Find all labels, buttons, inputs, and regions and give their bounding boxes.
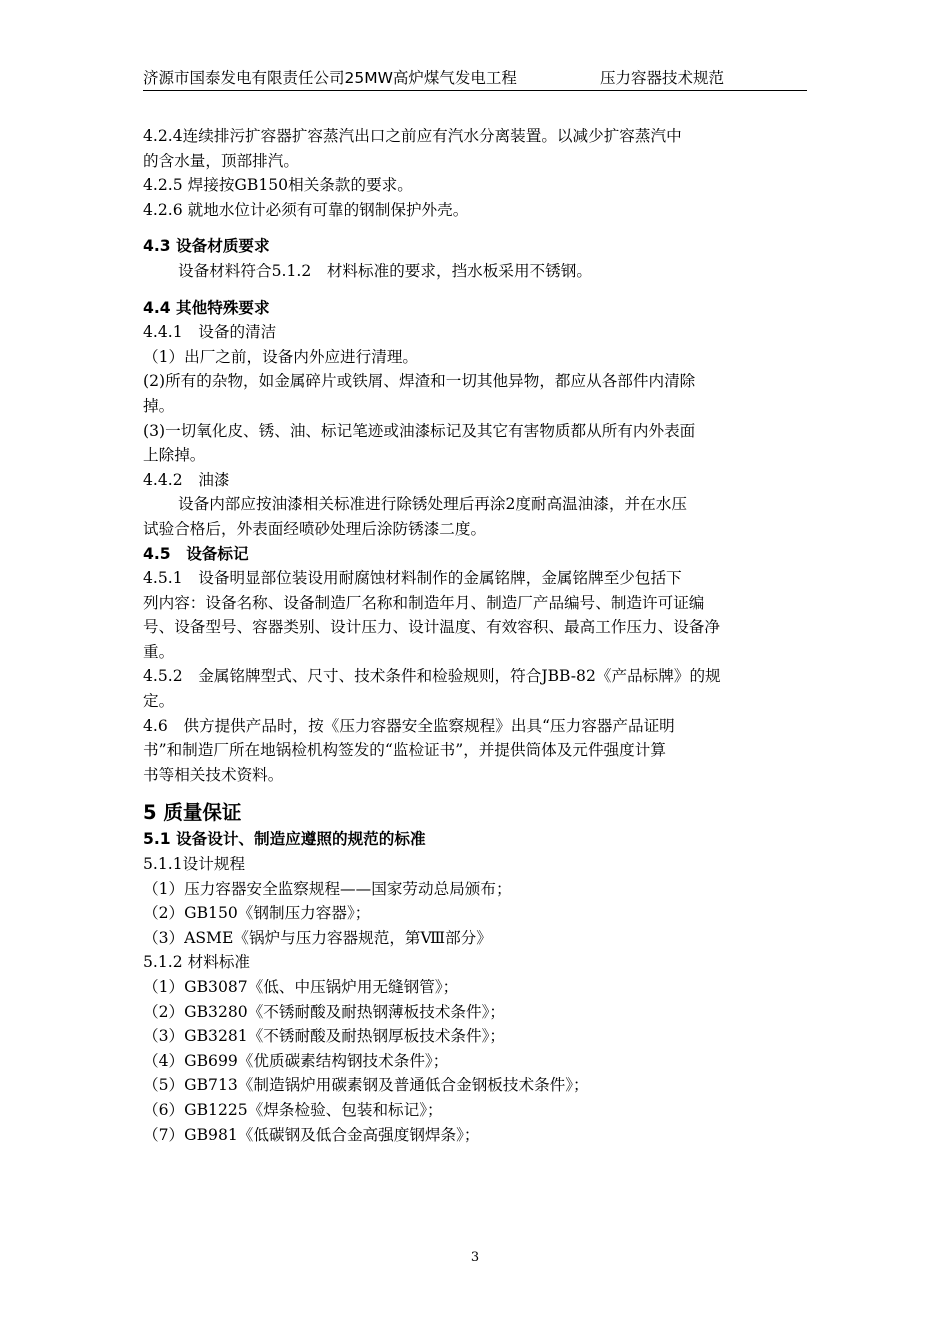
- paragraph-line: 试验合格后，外表面经喷砂处理后涂防锈漆二度。: [143, 519, 487, 538]
- header-doc-title: 压力容器技术规范: [600, 69, 725, 87]
- paragraph-line: 号、设备型号、容器类别、设计压力、设计温度、有效容积、最高工作压力、设备净: [143, 618, 720, 637]
- page-number: 3: [470, 1250, 480, 1265]
- list-item: （3）ASME《锅炉与压力容器规范，第Ⅷ部分》: [143, 928, 492, 947]
- section-heading-4-4: 4.4 其他特殊要求: [143, 298, 270, 317]
- paragraph-line: （1）出厂之前，设备内外应进行清理。: [143, 347, 419, 366]
- paragraph-line: 定。: [143, 692, 175, 711]
- paragraph-line: 的含水量，顶部排汽。: [143, 151, 299, 170]
- list-item: （1）GB3087《低、中压锅炉用无缝钢管》；: [143, 978, 459, 996]
- paragraph-line: 4.2.6 就地水位计必须有可靠的钢制保护外壳。: [143, 200, 469, 219]
- paragraph-line: 书等相关技术资料。: [143, 765, 284, 784]
- list-item: （7）GB981《低碳钢及低合金高强度钢焊条》；: [143, 1125, 480, 1144]
- list-item: （1）压力容器安全监察规程——国家劳动总局颁布；: [143, 879, 512, 898]
- list-item: （6）GB1225《焊条检验、包装和标记》；: [143, 1100, 443, 1119]
- section-heading-4-5: 4.5 设备标记: [143, 544, 249, 563]
- paragraph-line: 4.4.1 设备的清洁: [143, 323, 277, 342]
- paragraph-line: 4.2.4连续排污扩容器扩容蒸汽出口之前应有汽水分离装置。以减少扩容蒸汽中: [143, 127, 682, 145]
- list-item: （3）GB3281《不锈耐酸及耐热钢厚板技术条件》；: [143, 1027, 506, 1046]
- list-item: （2）GB150《钢制压力容器》；: [143, 904, 371, 923]
- section-heading-4-3: 4.3 设备材质要求: [143, 237, 270, 256]
- paragraph-line: (3)一切氧化皮、锈、油、标记笔迹或油漆标记及其它有害物质都从所有内外表面: [143, 421, 696, 440]
- paragraph-line: 上除掉。: [143, 446, 206, 465]
- header-divider: [143, 90, 807, 91]
- paragraph-line: 列内容：设备名称、设备制造厂名称和制造年月、制造厂产品编号、制造许可证编: [143, 593, 705, 612]
- section-heading-5-1: 5.1 设备设计、制造应遵照的规范的标准: [143, 830, 426, 849]
- paragraph-line: 4.6 供方提供产品时，按《压力容器安全监察规程》出具“压力容器产品证明: [143, 716, 675, 735]
- paragraph-line: 书”和制造厂所在地锅检机构签发的“监检证书”，并提供筒体及元件强度计算: [143, 741, 666, 760]
- paragraph-line: 5.1.2 材料标准: [143, 953, 251, 972]
- list-item: （4）GB699《优质碳素结构钢技术条件》；: [143, 1051, 449, 1070]
- document-body: [143, 124, 808, 1147]
- paragraph-line: 重。: [143, 642, 175, 661]
- paragraph-line: (2)所有的杂物，如金属碎片或铁屑、焊渣和一切其他异物，都应从各部件内清除: [143, 372, 696, 391]
- paragraph-line: 设备内部应按油漆相关标准进行除锈处理后再涂2度耐高温油漆，并在水压: [178, 495, 687, 514]
- paragraph-line: 4.4.2 油漆: [143, 470, 230, 489]
- paragraph-line: 掉。: [143, 396, 175, 415]
- paragraph-line: 4.5.1 设备明显部位装设用耐腐蚀材料制作的金属铭牌，金属铭牌至少包括下: [143, 569, 682, 588]
- list-item: （5）GB713《制造锅炉用碳素钢及普通低合金钢板技术条件》；: [143, 1076, 589, 1095]
- list-item: （2）GB3280《不锈耐酸及耐热钢薄板技术条件》；: [143, 1002, 506, 1021]
- paragraph-line: 5.1.1设计规程: [143, 855, 246, 874]
- header-project-title: 济源市国泰发电有限责任公司25MW高炉煤气发电工程: [143, 69, 517, 87]
- paragraph-line: 4.2.5 焊接按GB150相关条款的要求。: [143, 176, 413, 195]
- paragraph-line: 4.5.2 金属铭牌型式、尺寸、技术条件和检验规则，符合JBB-82《产品标牌》的规: [143, 667, 721, 686]
- chapter-heading-5: 5 质量保证: [143, 801, 242, 825]
- paragraph-line: 设备材料符合5.1.2 材料标准的要求，挡水板采用不锈钢。: [178, 261, 592, 280]
